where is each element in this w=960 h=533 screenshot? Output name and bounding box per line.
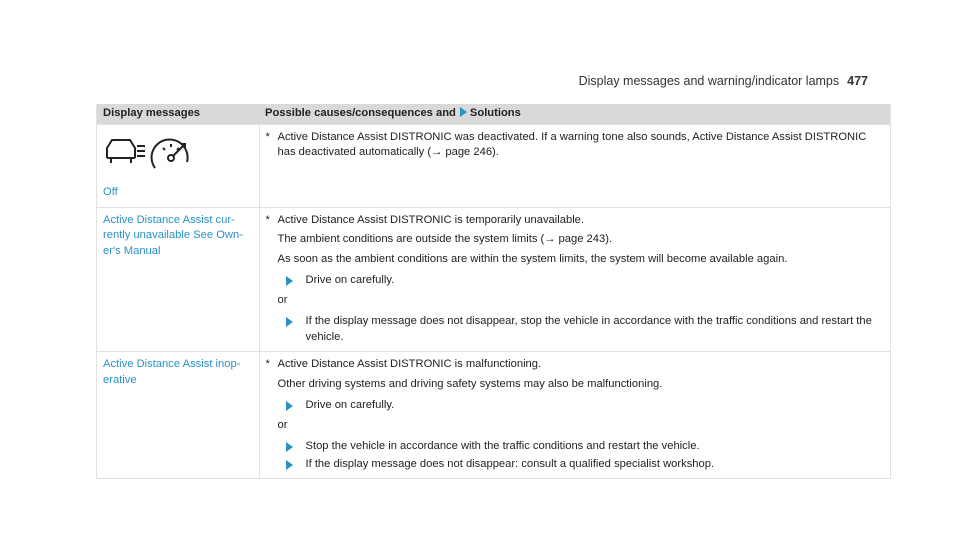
cause-cell — [259, 352, 891, 479]
running-header — [579, 74, 868, 88]
page-number: 477 — [847, 74, 868, 88]
cause-text: Active Distance Assist DISTRONIC was deactivated. If a warning tone also sounds, Active Distance Assist DISTRONIC has deactivated automatically (→ page 246). — [277, 130, 867, 158]
action-step — [278, 439, 885, 455]
step-arrow-icon — [286, 460, 293, 470]
or-label: or — [277, 418, 288, 431]
col-header-display-messages: Display messages — [97, 104, 260, 124]
display-messages-table — [96, 104, 891, 479]
action-step — [278, 398, 885, 414]
step-arrow-icon — [286, 317, 293, 327]
step-text: If the display message does not disappear, stop the vehicle in accordance with the traffic conditions and restart the vehicle. — [305, 315, 872, 343]
step-text: Drive on carefully. — [305, 399, 395, 411]
step-text: If the display message does not disappear: consult a qualified specialist workshop. — [305, 457, 715, 470]
step-text: Drive on carefully. — [305, 274, 395, 286]
col-header-causes: Possible causes/consequences and — [265, 107, 456, 119]
step-arrow-icon — [286, 401, 293, 411]
step-arrow-icon — [286, 276, 293, 286]
bullet-star: * — [265, 213, 270, 226]
bullet-star: * — [265, 358, 270, 370]
table-header-row — [97, 104, 891, 124]
section-title: Display messages and warning/indicator lamps — [578, 74, 840, 88]
step-arrow-icon — [286, 442, 293, 452]
cause-cell — [259, 207, 891, 352]
table-row — [97, 124, 891, 207]
cause-cell — [259, 124, 891, 207]
cause-text: Active Distance Assist DISTRONIC is temporarily unavailable. — [277, 213, 585, 226]
action-step — [278, 314, 885, 345]
action-step — [278, 457, 885, 473]
or-label: or — [277, 293, 288, 306]
message-off: Off — [103, 186, 118, 198]
cause-text: Active Distance Assist DISTRONIC is malfunctioning. — [277, 358, 542, 370]
table-row — [97, 352, 891, 479]
bullet-star: * — [265, 130, 270, 143]
step-text: Stop the vehicle in accordance with the traffic conditions and restart the vehicle. — [305, 440, 700, 452]
distronic-off-icon — [103, 130, 253, 180]
cause-bullet — [266, 213, 885, 229]
action-step — [278, 273, 885, 289]
message-cell — [97, 124, 260, 207]
col-header-causes-solutions — [259, 104, 891, 124]
table-row — [97, 207, 891, 352]
message-cell: Active Distance Assist inop-erative — [97, 352, 260, 479]
explanation-text: Other driving systems and driving safety systems may also be malfunctioning. — [277, 377, 663, 390]
col-header-solutions: Solutions — [469, 107, 521, 119]
explanation-text: The ambient conditions are outside the system limits (→ page 243). — [277, 233, 613, 245]
solutions-arrow-icon — [460, 107, 467, 117]
explanation-text: As soon as the ambient conditions are within the system limits, the system will become available again. — [277, 252, 788, 265]
cause-bullet — [266, 130, 885, 161]
message-cell: Active Distance Assist cur-rently unavailable See Own-er's Manual — [97, 207, 260, 352]
cause-bullet — [266, 357, 885, 373]
